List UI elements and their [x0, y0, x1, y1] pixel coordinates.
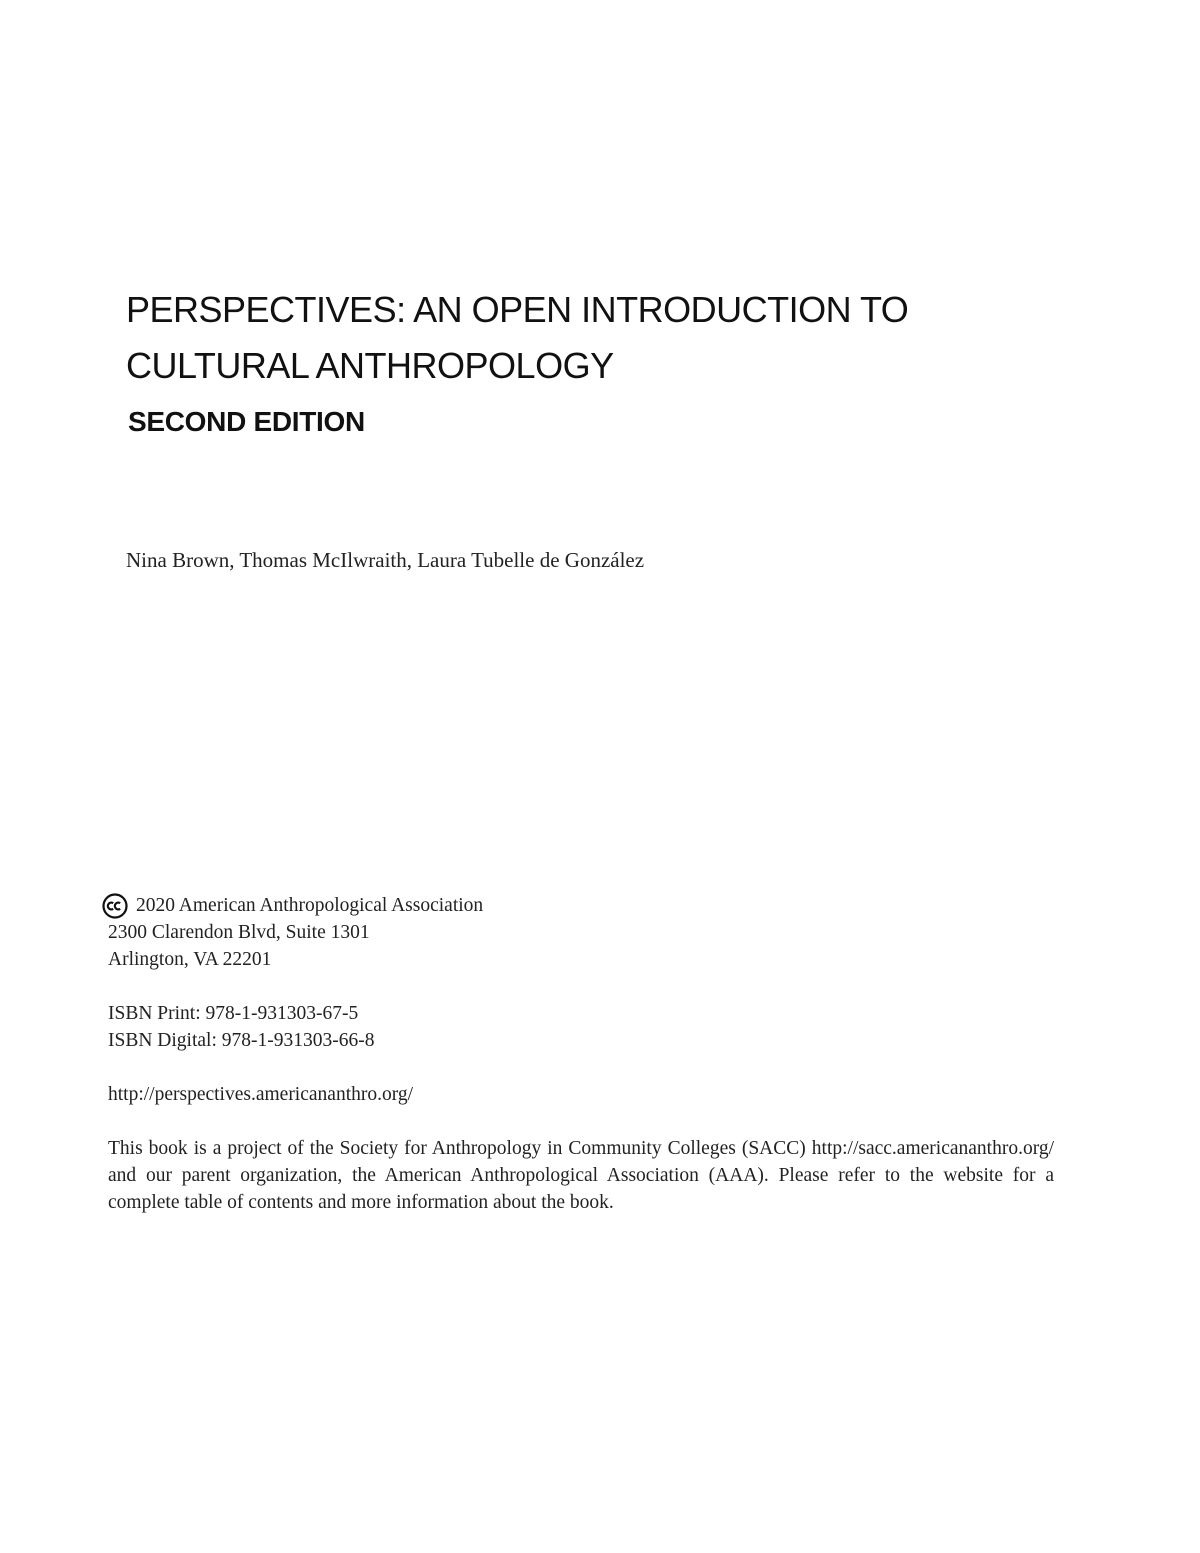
author-list: Nina Brown, Thomas McIlwraith, Laura Tubelle de González	[126, 548, 645, 572]
copyright-text: 2020 American Anthropological Association	[136, 895, 484, 916]
description-paragraph: This book is a project of the Society for Anthropology in Community Colleges (SACC) http://sacc.americananthro.org/ and our parent organization, the American Anthropological Association (AAA). Please refer to the website for a complete table of contents and more information about the book.	[108, 1138, 1054, 1213]
isbn-print: ISBN Print: 978-1-931303-67-5	[108, 1003, 359, 1024]
isbn-digital: ISBN Digital: 978-1-931303-66-8	[108, 1030, 375, 1051]
title-block	[126, 282, 1086, 438]
cc-icon	[102, 893, 128, 919]
copyright-line	[102, 892, 1062, 919]
book-title: PERSPECTIVES: AN OPEN INTRODUCTION TO CULTURAL ANTHROPOLOGY	[126, 289, 909, 386]
address-line-1: 2300 Clarendon Blvd, Suite 1301	[108, 922, 370, 943]
publisher-info	[102, 892, 1062, 1216]
address-line-2: Arlington, VA 22201	[108, 949, 272, 970]
book-edition: SECOND EDITION	[128, 406, 365, 437]
website-link[interactable]: http://perspectives.americananthro.org/	[108, 1084, 414, 1105]
